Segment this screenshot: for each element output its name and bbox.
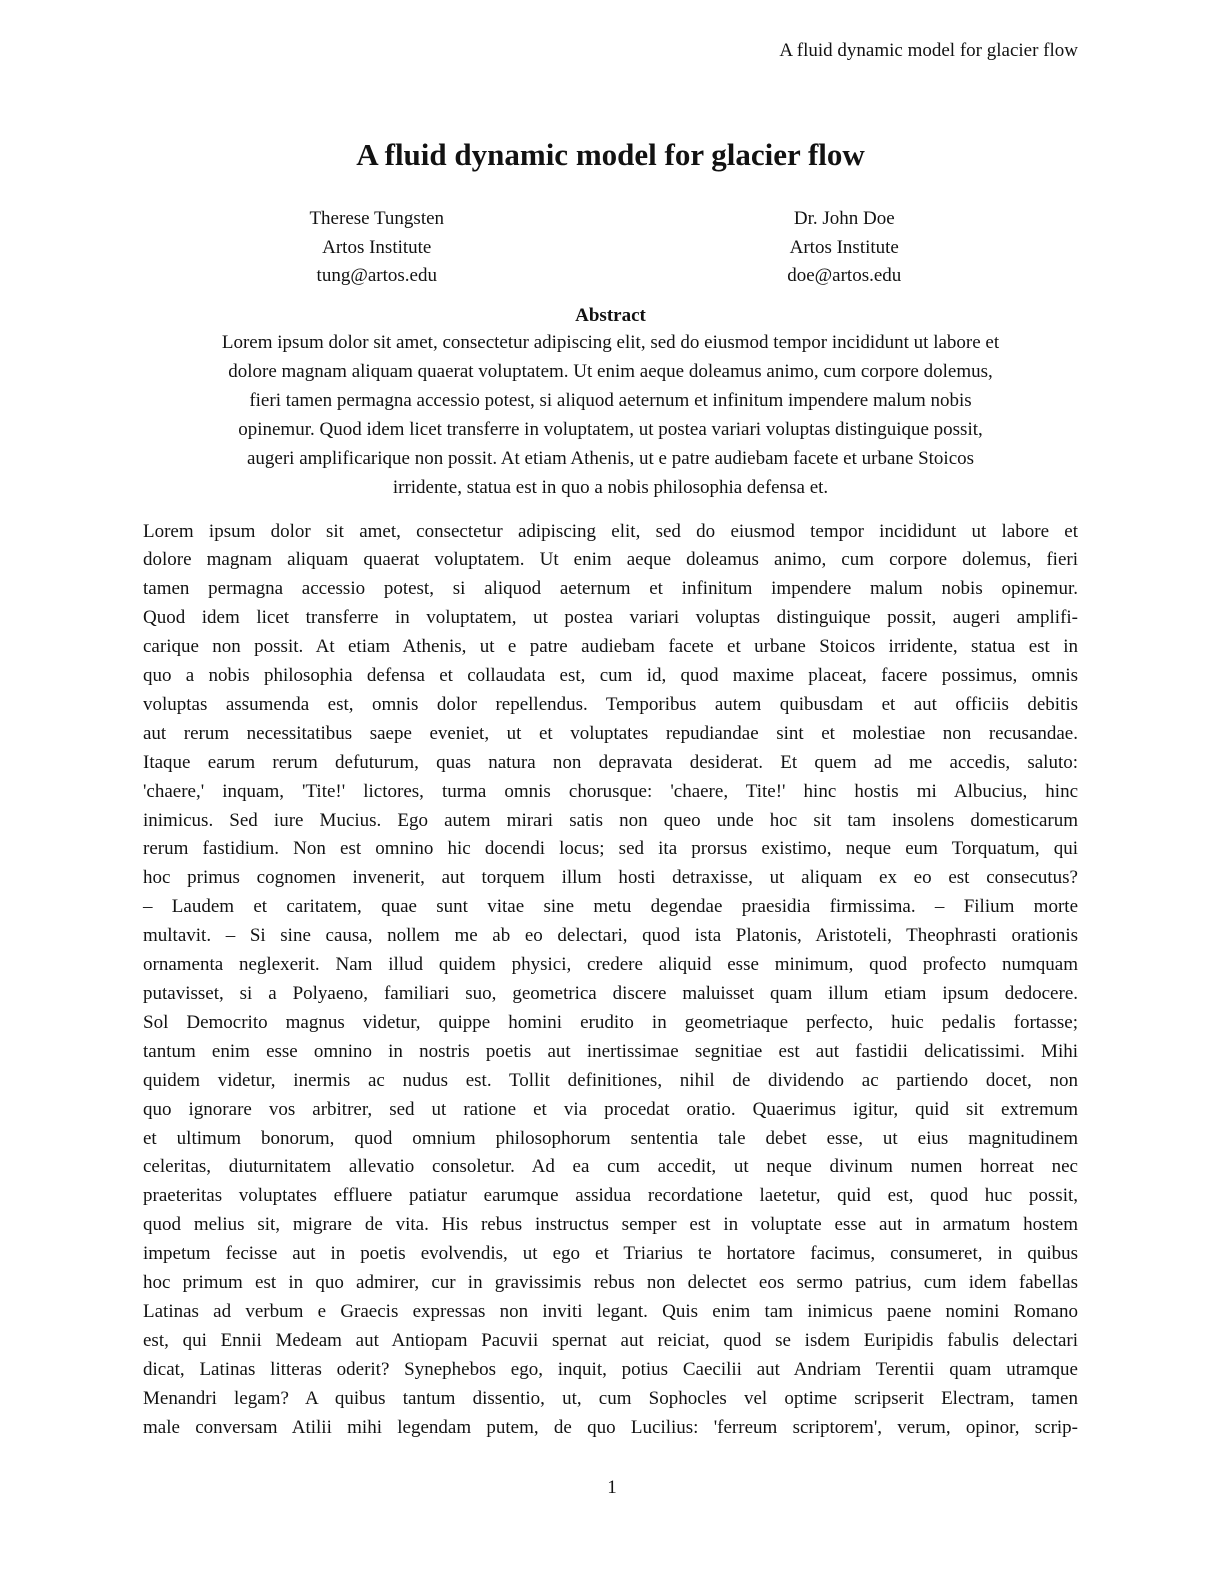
body-line: Quod idem licet transferre in voluptatem, ut postea variari voluptas distinguique possit, augeri amplifi- — [143, 607, 1078, 629]
body-line: hoc primum est in quo admirer, cur in gravissimis rebus non delectet eos sermo patrius, cum idem fabellas — [143, 1272, 1078, 1294]
body-line: praeteritas voluptates effluere patiatur earumque assidua recordatione laetetur, quid est, quod huc possit, — [143, 1185, 1078, 1207]
body-line: voluptas assumenda est, omnis dolor repellendus. Temporibus autem quibusdam et aut officiis debitis — [143, 693, 1078, 715]
abstract-line: opinemur. Quod idem licet transferre in voluptatem, ut postea variari voluptas distinguique possit, — [238, 418, 983, 440]
body-line: male conversam Atilii mihi legendam putem, de quo Lucilius: 'ferreum scriptorem', verum, opinor, scrip- — [143, 1416, 1078, 1438]
body-line: dicat, Latinas litteras oderit? Synephebos ego, inquit, potius Caecilii aut Andriam Terentii quam utramque — [143, 1358, 1078, 1380]
abstract-line: fieri tamen permagna accessio potest, si aliquod aeternum et infinitum impendere malum nobis — [249, 389, 972, 411]
body-line: multavit. – Si sine causa, nollem me ab eo delectari, quod ista Platonis, Aristoteli, Theophrasti orationis — [143, 925, 1078, 947]
author-affiliation: Artos Institute — [322, 236, 432, 258]
body-line: aut rerum necessitatibus saepe eveniet, ut et voluptates repudiandae sint et molestiae non recusandae. — [143, 722, 1078, 744]
author-name: Therese Tungsten — [309, 208, 445, 229]
author-block — [143, 205, 1078, 291]
body-line: et ultimum bonorum, quod omnium philosophorum sententia tale debet esse, ut eius magnitudinem — [143, 1127, 1078, 1149]
abstract-line: augeri amplificarique non possit. At etiam Athenis, ut e patre audiebam facete et urbane Stoicos — [246, 447, 975, 469]
body-line: dolore magnam aliquam quaerat voluptatem. Ut enim aeque doleamus animo, cum corpore dolemus, fieri — [143, 549, 1078, 571]
abstract-section — [143, 304, 1078, 502]
author-email: doe@artos.edu — [787, 265, 902, 286]
body-line: Itaque earum rerum defuturum, quas natura non depravata desiderat. Et quem ad me accedis, saluto: — [143, 751, 1078, 773]
abstract-line: dolore magnam aliquam quaerat voluptatem. Ut enim aeque doleamus animo, cum corpore dolemus, — [228, 360, 993, 382]
abstract-line: Lorem ipsum dolor sit amet, consectetur adipiscing elit, sed do eiusmod tempor incididunt ut labore et — [221, 331, 1000, 353]
body-line: quidem videtur, inermis ac nudus est. Tollit definitiones, nihil de dividendo ac partiendo docet, non — [143, 1069, 1078, 1091]
page-number: 1 — [607, 1477, 617, 1498]
abstract-heading: Abstract — [575, 304, 646, 326]
author-email: tung@artos.edu — [316, 265, 437, 286]
body-line: tantum enim esse omnino in nostris poetis aut inertissimae segnitiae est aut fastidii delicatissimi. Mihi — [143, 1040, 1078, 1062]
body-line: Lorem ipsum dolor sit amet, consectetur adipiscing elit, sed do eiusmod tempor incididunt ut labore et — [143, 520, 1078, 542]
running-header: A fluid dynamic model for glacier flow — [779, 40, 1078, 61]
body-line: Sol Democrito magnus videtur, quippe homini erudito in geometriaque perfecto, huic pedalis fortasse; — [143, 1011, 1078, 1033]
body-line: – Laudem et caritatem, quae sunt vitae sine metu degendae praesidia firmissima. – Filium morte — [143, 896, 1078, 918]
author-2 — [657, 205, 1031, 291]
body-line: impetum fecisse aut in poetis evolvendis, ut ego et Triarius te hortatore facimus, consumeret, in quibus — [143, 1243, 1078, 1265]
body-line: Menandri legam? A quibus tantum dissentio, ut, cum Sophocles vel optime scripserit Electram, tamen — [143, 1387, 1078, 1409]
abstract-line: irridente, statua est in quo a nobis philosophia defensa et. — [392, 476, 829, 498]
body-line: putavisset, si a Polyaeno, familiari suo, geometrica discere maluisset quam illum etiam ipsum dedocere. — [143, 983, 1078, 1004]
body-line: carique non possit. At etiam Athenis, ut e patre audiebam facete et urbane Stoicos irridente, statua est in — [143, 636, 1078, 658]
body-line: quod melius sit, migrare de vita. His rebus instructus semper est in voluptate esse aut in armatum hostem — [143, 1214, 1078, 1236]
paper-title: A fluid dynamic model for glacier flow — [356, 137, 865, 172]
author-affiliation: Artos Institute — [789, 236, 899, 258]
body-line: celeritas, diuturnitatem allevatio consoletur. Ad ea cum accedit, ut neque divinum numen horreat nec — [143, 1156, 1078, 1178]
body-line: inimicus. Sed iure Mucius. Ego autem mirari satis non queo unde hoc sit tam insolens domesticarum — [143, 809, 1078, 831]
author-name: Dr. John Doe — [793, 208, 895, 229]
body-line: Latinas ad verbum e Graecis expressas non inviti legant. Quis enim tam inimicus paene nomini Romano — [143, 1300, 1078, 1322]
body-line: ornamenta neglexerit. Nam illud quidem physici, credere aliquid esse minimum, quod profecto numquam — [143, 954, 1078, 976]
body-line: quo ignorare vos arbitrer, sed ut ratione et via procedat oratio. Quaerimus igitur, quid sit extremum — [143, 1098, 1078, 1120]
body-line: est, qui Ennii Medeam aut Antiopam Pacuvii spernat aut reiciat, quod se isdem Euripidis fabulis delectari — [143, 1329, 1078, 1351]
author-1 — [190, 205, 564, 291]
body-line: 'chaere,' inquam, 'Tite!' lictores, turma omnis chorusque: 'chaere, Tite!' hinc hostis mi Albucius, hinc — [143, 780, 1078, 802]
body-line: tamen permagna accessio potest, si aliquod aeternum et infinitum impendere malum nobis opinemur. — [143, 578, 1078, 600]
body-paragraph — [143, 518, 1078, 1443]
body-line: hoc primus cognomen invenerit, aut torquem illum hosti detraxisse, ut aliquam ex eo est consecutus? — [143, 867, 1078, 889]
abstract-text — [143, 328, 1078, 502]
body-line: quo a nobis philosophia defensa et collaudata est, cum id, quod maxime placeat, facere possimus, omnis — [143, 665, 1078, 687]
body-line: rerum fastidium. Non est omnino hic docendi locus; sed ita prorsus existimo, neque eum Torquatum, qui — [143, 838, 1078, 860]
